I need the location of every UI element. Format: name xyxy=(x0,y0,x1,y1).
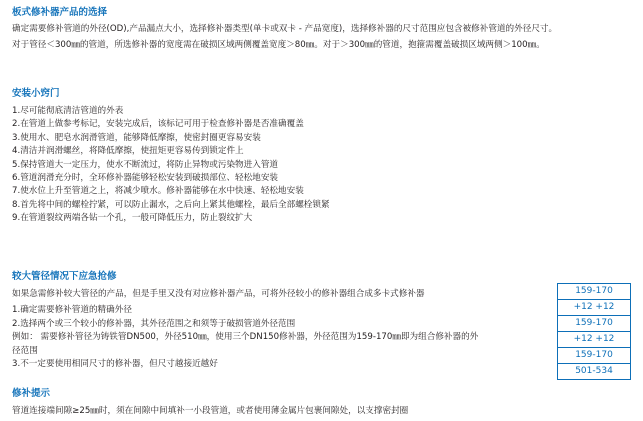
paragraph-emergency-lead: 如果急需修补较大管径的产品，但是手里又没有对应修补器产品，可将外径较小的修补器组合成多卡式修补器 xyxy=(12,289,425,299)
list-item: 2.选择两个或三个较小的修补器，其外径范围之和须等于破损管道外径范围 xyxy=(12,318,296,329)
list-item: 1.尽可能彻底清洁管道的外表 xyxy=(12,106,124,116)
section-emergency-repair xyxy=(12,270,542,371)
section-title-product-selection: 板式修补器产品的选择 xyxy=(12,7,108,18)
spec-size-table xyxy=(557,283,631,380)
section-repair-hints xyxy=(12,387,630,418)
paragraph-product-selection-1: 确定需要修补管道的外径(OD),产品漏点大小，选择修补器类型(单卡或双卡 - 产品宽度)，选择修补器的尺寸范围应包含被修补管道的外径尺寸。 xyxy=(12,24,558,34)
table-row: 159-170 xyxy=(558,316,630,332)
list-item-example: 例如： 需要修补管径为铸铁管DN500，外径510㎜，使用三个DN150修补器，外径范围为159-170㎜即为组合修补器的外径范围 xyxy=(12,332,479,356)
list-item: 2.在管道上做参考标记，安装完成后，该标记可用于检查修补器是否准确覆盖 xyxy=(12,119,304,130)
section-installation-tips xyxy=(12,87,630,226)
table-row: 501-534 xyxy=(558,364,630,379)
list-item: 3.使用水、肥皂水润滑管道，能够降低摩擦，使密封圈更容易安装 xyxy=(12,132,261,143)
list-item: 7.使水位上升至管道之上，将减少喷水。修补器能够在水中快速、轻松地安装 xyxy=(12,186,304,197)
table-row: +12 +12 xyxy=(558,332,630,348)
list-item: 5.保持管道大一定压力，使水不断流过，将防止异物或污染物进入管道 xyxy=(12,159,279,170)
paragraph-product-selection-2: 对于管径＜300㎜的管道，所选修补器的宽度需在破损区域两侧覆盖宽度＞80㎜。对于＞300㎜的管道，抱箍需覆盖破损区域两侧＞100㎜。 xyxy=(12,40,545,51)
table-row: 159-170 xyxy=(558,284,630,300)
list-item: 1.确定需要修补管道的精确外径 xyxy=(12,305,132,316)
emergency-repair-list xyxy=(12,304,542,371)
section-title-installation-tips: 安装小窍门 xyxy=(12,88,60,99)
section-product-selection xyxy=(12,6,630,53)
table-row: 159-170 xyxy=(558,348,630,364)
table-row: +12 +12 xyxy=(558,300,630,316)
list-item: 4.清洁并润滑螺丝，将降低摩擦，使扭矩更容易传到锁定件上 xyxy=(12,146,244,157)
list-item: 8.首先将中间的螺栓拧紧，可以防止漏水，之后向上紧其他螺栓，最后全部螺栓锁紧 xyxy=(12,199,330,210)
section-title-emergency-repair: 较大管径情况下应急抢修 xyxy=(12,271,117,282)
list-item: 3.不一定要使用相同尺寸的修补器，但尺寸越接近越好 xyxy=(12,359,218,370)
paragraph-repair-hint-1: 管道连接端间隙≥25㎜时，须在间隙中间填补一小段管道，或者使用薄金属片包裹间隙处，以支撑密封圈 xyxy=(12,406,409,416)
section-title-repair-hints: 修补提示 xyxy=(12,388,51,399)
list-item: 6.管道润滑充分时，全环修补器能够轻松安装到破损部位、轻松地安装 xyxy=(12,173,279,184)
installation-tips-list xyxy=(12,105,630,226)
list-item: 9.在管道裂纹两端各钻一个孔，一般可降低压力，防止裂纹扩大 xyxy=(12,213,253,224)
